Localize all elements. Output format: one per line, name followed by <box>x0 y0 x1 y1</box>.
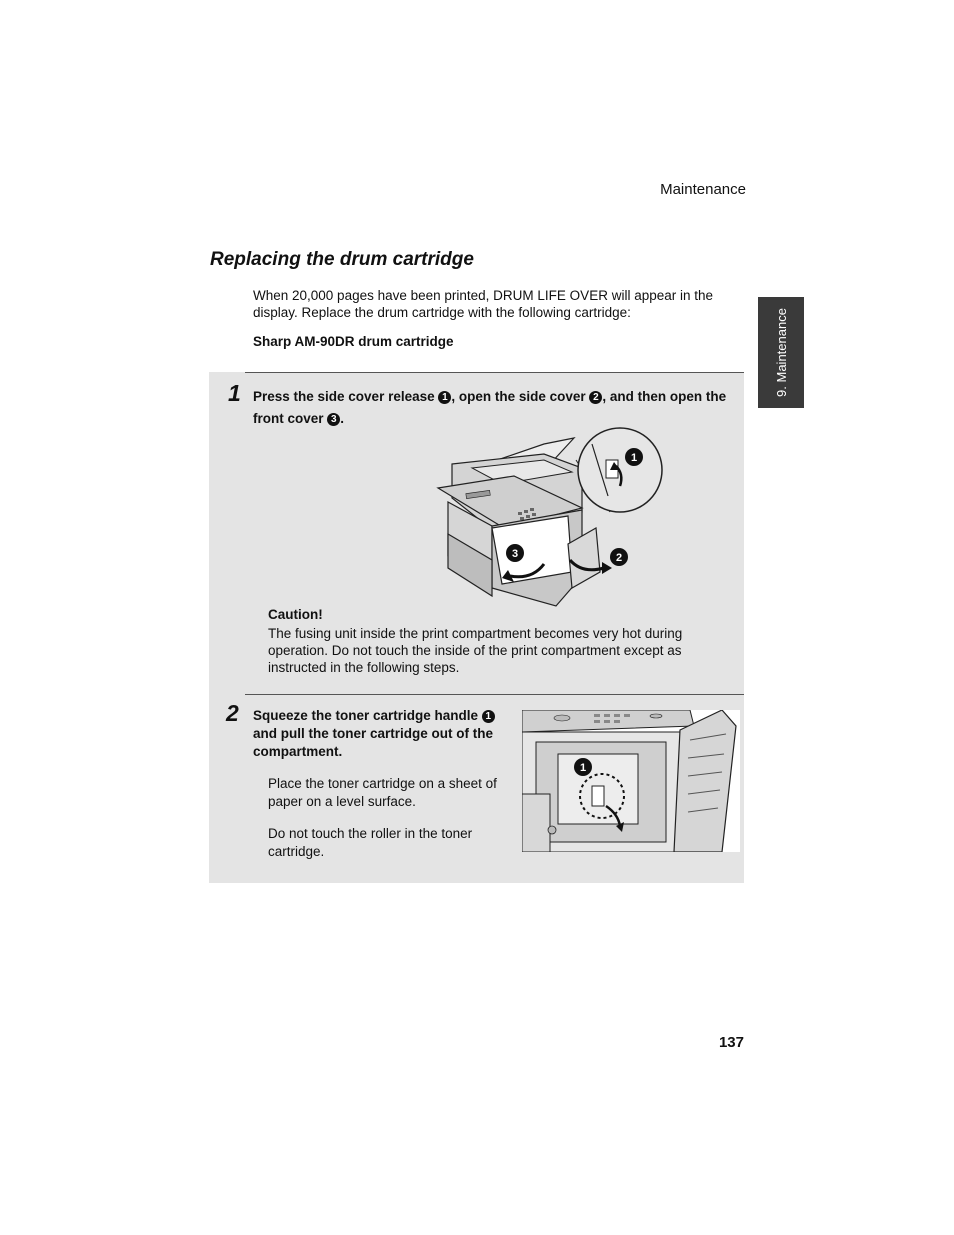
step1-number: 1 <box>228 380 241 406</box>
intro-paragraph: When 20,000 pages have been printed, DRUM LIFE OVER will appear in the display. Replace the drum cartridge with the following cartridge: <box>253 288 714 320</box>
chapter-tab <box>758 297 804 408</box>
page-number: 137 <box>718 1034 744 1051</box>
step1-marker-2: 2 <box>589 391 602 404</box>
callout-3: 3 <box>511 548 519 560</box>
step1-marker-1: 1 <box>438 391 451 404</box>
callout-1: 1 <box>579 762 587 774</box>
step1-marker-3: 3 <box>327 413 340 426</box>
step2-text-a: Squeeze the toner cartridge handle <box>253 708 482 723</box>
step2-note-surface: Place the toner cartridge on a sheet of paper on a level surface. <box>268 776 497 809</box>
step2-text-b: and pull the toner cartridge out of the compartment. <box>253 726 494 759</box>
step2-divider <box>245 694 744 695</box>
caution-body: The fusing unit inside the print compartment becomes very hot during operation. Do not touch the inside of the print compartment except as instructed in the following steps. <box>268 626 683 675</box>
step2-marker-1: 1 <box>482 710 495 723</box>
step1-divider <box>245 372 744 373</box>
section-title: Replacing the drum cartridge <box>210 249 474 270</box>
chapter-tab-label: 9. Maintenance <box>773 308 789 397</box>
step2-number: 2 <box>226 700 239 726</box>
step2-note-roller: Do not touch the roller in the toner cartridge. <box>268 826 473 859</box>
running-header: Maintenance <box>660 181 746 198</box>
step2-instruction <box>253 707 515 761</box>
callout-2: 2 <box>615 552 623 564</box>
step1-text-c: , and then open the front cover <box>253 389 727 426</box>
step1-text-b: , open the side cover <box>451 389 590 404</box>
step1-text-a: Press the side cover release <box>253 389 439 404</box>
cartridge-name: Sharp AM-90DR drum cartridge <box>253 334 454 349</box>
step1-text-d: . <box>340 411 345 426</box>
machine-covers-illustration <box>432 424 664 610</box>
toner-removal-illustration <box>522 710 740 852</box>
caution-heading: Caution! <box>268 607 323 622</box>
callout-1: 1 <box>630 452 638 464</box>
